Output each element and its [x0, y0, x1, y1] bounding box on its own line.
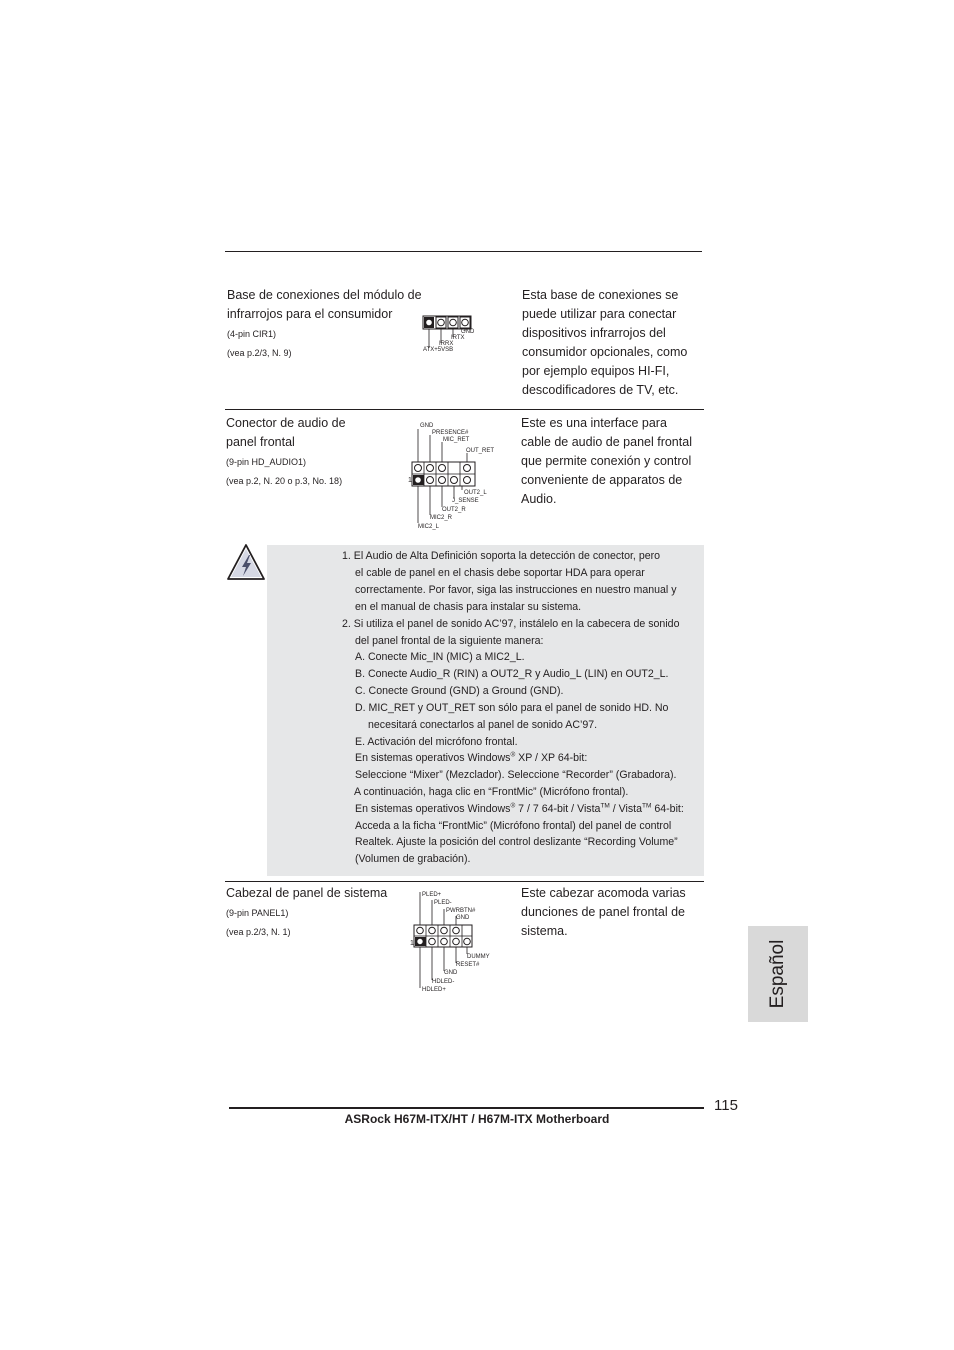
audio-description [521, 414, 692, 509]
cir-pin-irrx: IRRX [439, 341, 454, 347]
cir-pin-atx: ATX+5VSB [423, 347, 454, 353]
audio-ref: (vea p.2, N. 20 o p.3, No. 18) [226, 476, 343, 486]
audio-pin-presence: PRESENCE# [432, 430, 469, 436]
note-line: del panel frontal de la siguiente manera: [355, 635, 544, 647]
panel-connector-diagram [410, 888, 505, 992]
cir-desc-line: por ejemplo equipos HI-FI, [522, 364, 670, 378]
panel-pin-gnd-top: GND [456, 915, 470, 921]
audio-title-line1: Conector de audio de [226, 416, 346, 430]
panel-pin-one: 1 [410, 940, 414, 947]
note-line: correctamente. Por favor, siga las instrucciones en nuestro manual y [355, 584, 677, 596]
panel-pin-pwrbtn: PWRBTN# [446, 908, 476, 914]
panel-title: Cabezal de panel de sistema [226, 886, 388, 900]
audio-title [226, 414, 346, 452]
note-line: C. Conecte Ground (GND) a Ground (GND). [355, 685, 564, 697]
note-line: 2. Si utiliza el panel de sonido AC’97, instálelo en la cabecera de sonido [342, 618, 680, 630]
language-tab [748, 926, 808, 1022]
note-line: B. Conecte Audio_R (RIN) a OUT2_R y Audio_L (LIN) en OUT2_L. [355, 668, 669, 680]
note-line: A continuación, haga clic en “FrontMic” (Micrófono frontal). [354, 786, 629, 798]
note-line: (Volumen de grabación). [355, 853, 471, 865]
audio-desc-line: que permite conexión y control [521, 454, 692, 468]
audio-pin-gnd: GND [420, 423, 434, 429]
audio-pin-mic2-l: MIC2_L [418, 524, 440, 530]
cir-connector-diagram [420, 314, 500, 356]
panel-pin-hdled-plus: HDLED+ [422, 987, 446, 993]
note-line: Acceda a la ficha “FrontMic” (Micrófono frontal) del panel de control [355, 820, 672, 832]
audio-desc-line: conveniente de apparatos de [521, 473, 683, 487]
panel-desc-line: dunciones de panel frontal de [521, 905, 686, 919]
audio-pin-j-sense: J_SENSE [452, 498, 479, 504]
audio-desc-line: cable de audio de panel frontal [521, 435, 692, 449]
footer-rule [229, 1107, 704, 1109]
section-divider [225, 881, 704, 882]
audio-pin-one: 1 [408, 477, 412, 484]
note-line: D. MIC_RET y OUT_RET son sólo para el panel de sonido HD. No [355, 702, 669, 714]
note-line: en el manual de chasis para instalar su sistema. [355, 601, 582, 613]
panel-description [521, 884, 686, 941]
note-line: Realtek. Ajuste la posición del control deslizante “Recording Volume” [355, 836, 678, 848]
header-rule [225, 251, 702, 252]
warning-icon [226, 543, 266, 581]
audio-pin-out2-r: OUT2_R [442, 507, 466, 513]
panel-pin-hdled-minus: HDLED- [432, 979, 455, 985]
note-line-win7: En sistemas operativos Windows® 7 / 7 64-bit / Vista™ / Vista™ 64-bit: [355, 802, 684, 815]
note-line: el cable de panel en el chasis debe soportar HDA para operar [355, 567, 645, 579]
cir-desc-line: consumidor opcionales, como [522, 345, 688, 359]
cir-title-line2: infrarrojos para el consumidor [227, 307, 393, 321]
cir-desc-line: puede utilizar para conectar [522, 307, 677, 321]
note-line: E. Activación del micrófono frontal. [355, 736, 518, 748]
note-line: 1. El Audio de Alta Definición soporta la detección de conector, pero [342, 550, 661, 562]
audio-pin-mic2-r: MIC2_R [430, 515, 453, 521]
panel-ref: (vea p.2/3, N. 1) [226, 927, 291, 937]
cir-ref: (vea p.2/3, N. 9) [227, 348, 292, 358]
audio-pin-mic-ret: MIC_RET [443, 437, 470, 443]
audio-pin: (9-pin HD_AUDIO1) [226, 457, 307, 467]
panel-pin-gnd-bottom: GND [444, 970, 458, 976]
cir-pin: (4-pin CIR1) [227, 329, 277, 339]
note-line: Seleccione “Mixer” (Mezclador). Seleccione “Recorder” (Grabadora). [355, 769, 677, 781]
note-line-xp: En sistemas operativos Windows® XP / XP 64-bit: [355, 751, 588, 764]
panel-pin: (9-pin PANEL1) [226, 908, 289, 918]
panel-desc-line: Este cabezar acomoda varias [521, 886, 686, 900]
panel-pin-pled-minus: PLED- [434, 900, 452, 906]
cir-title [227, 286, 422, 324]
cir-desc-line: descodificadores de TV, etc. [522, 383, 679, 397]
cir-desc-line: Esta base de conexiones se [522, 288, 679, 302]
panel-pin-dummy: DUMMY [467, 954, 490, 960]
panel-pin-pled-plus: PLED+ [422, 892, 442, 898]
audio-desc-line: Audio. [521, 492, 557, 506]
audio-desc-line: Este es una interface para [521, 416, 667, 430]
section-divider [225, 409, 704, 410]
panel-pin-reset: RESET# [456, 962, 480, 968]
cir-title-line1: Base de conexiones del módulo de [227, 288, 422, 302]
audio-pin-out-ret: OUT_RET [466, 448, 495, 454]
audio-connector-diagram [405, 418, 505, 533]
cir-description [522, 286, 687, 400]
cir-pin-gnd: GND [461, 329, 475, 335]
cir-pin-irtx: IRTX [451, 335, 465, 341]
page-number: 115 [714, 1097, 738, 1114]
audio-title-line2: panel frontal [226, 435, 295, 449]
note-line: necesitará conectarlos al panel de sonido AC’97. [368, 719, 598, 731]
panel-desc-line: sistema. [521, 924, 568, 938]
footer-title: ASRock H67M-ITX/HT / H67M-ITX Motherboard [344, 1112, 610, 1126]
language-tab-label: Español [767, 939, 788, 1009]
audio-pin-out2-l: OUT2_L [464, 490, 487, 496]
cir-desc-line: dispositivos infrarrojos del [522, 326, 666, 340]
note-line: A. Conecte Mic_IN (MIC) a MIC2_L. [355, 651, 525, 663]
